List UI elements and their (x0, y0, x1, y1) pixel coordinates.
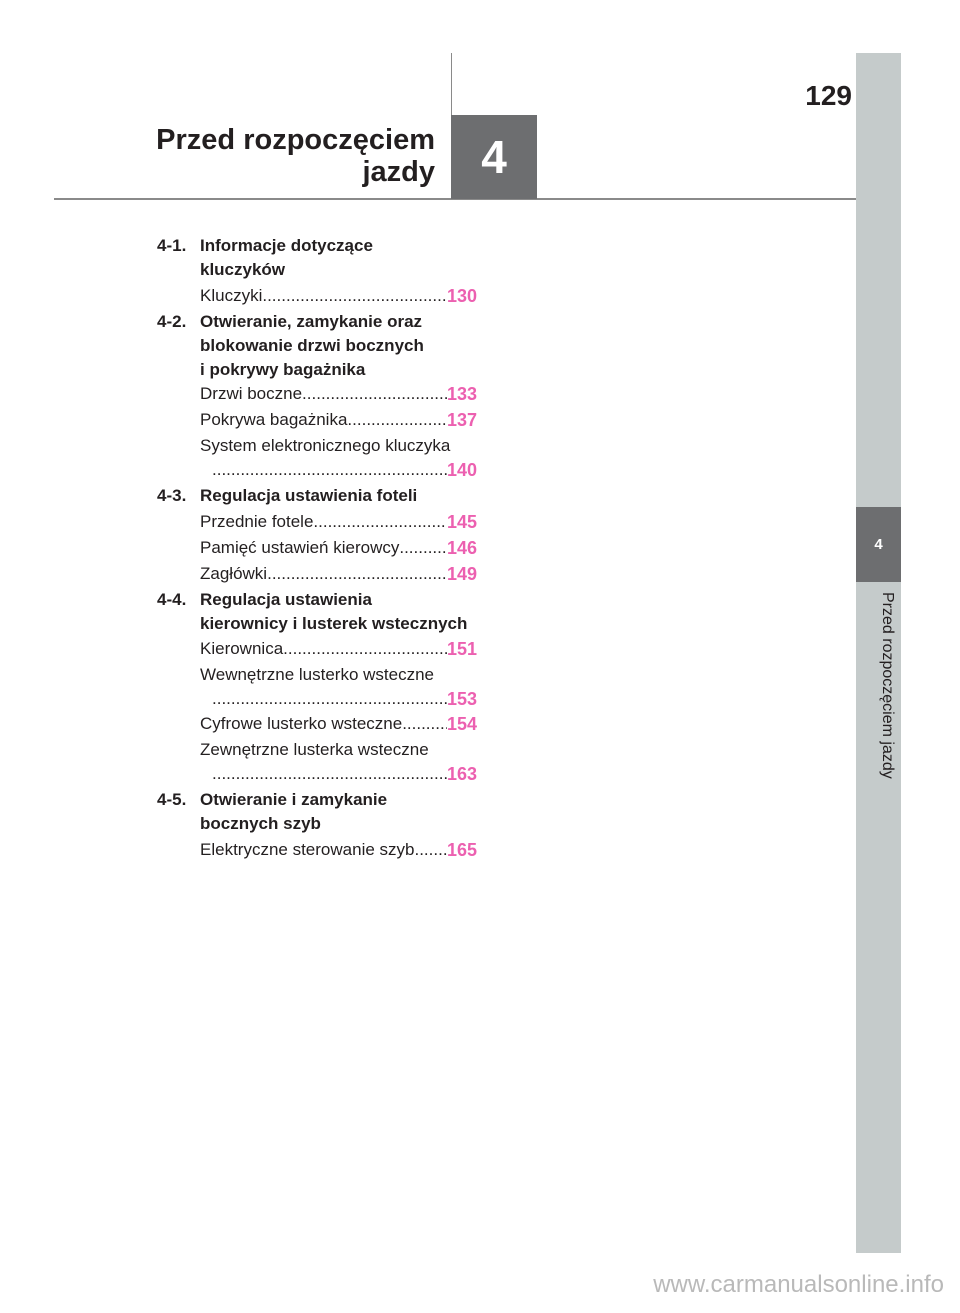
entry-page-link[interactable]: 146 (446, 538, 477, 558)
chapter-title-line2: jazdy (362, 156, 435, 188)
toc-entry[interactable] (200, 712, 477, 736)
section-title-line: Otwieranie i zamykanie (200, 790, 388, 809)
leader-dots (212, 762, 447, 786)
entry-page-link[interactable]: 153 (446, 689, 477, 709)
entry-label: Kluczyki (200, 286, 263, 305)
page-number: 129 (805, 80, 852, 111)
entry-label: Elektryczne sterowanie szyb (200, 840, 415, 859)
entry-label: Przednie fotele (200, 512, 314, 531)
toc-entry[interactable] (200, 284, 477, 308)
toc-entry[interactable] (200, 663, 477, 711)
entry-label: System elektronicznego kluczyka (200, 436, 451, 455)
chapter-number: 4 (481, 131, 507, 183)
entry-page-link[interactable]: 151 (446, 639, 477, 659)
toc-entry[interactable] (200, 434, 477, 482)
entry-page-link[interactable]: 133 (446, 384, 477, 404)
side-tab-number: 4 (874, 536, 883, 553)
section-title-line: Regulacja ustawienia foteli (200, 486, 418, 505)
leader-dots (212, 458, 447, 482)
entry-label: Cyfrowe lusterko wsteczne (200, 714, 403, 733)
section-number: 4-5. (157, 790, 187, 809)
section-title-line: blokowanie drzwi bocznych (200, 336, 424, 355)
entry-page-link[interactable]: 165 (446, 840, 477, 860)
entry-label: Pokrywa bagażnika (200, 410, 348, 429)
toc-entry[interactable] (200, 510, 477, 534)
section-title (200, 234, 490, 282)
toc-entry[interactable] (200, 738, 477, 786)
entry-page-link[interactable]: 130 (446, 286, 477, 306)
toc-entry[interactable] (200, 637, 477, 661)
section-number: 4-3. (157, 486, 187, 505)
entry-page-link[interactable]: 163 (446, 764, 477, 784)
leader-dots (302, 382, 447, 406)
side-chapter-label: Przed rozpoczęciem jazdy (879, 592, 896, 779)
entry-page-link[interactable]: 154 (446, 714, 477, 734)
section-title-line: kierownicy i lusterek wstecznych (200, 614, 468, 633)
leader-dots (347, 408, 447, 432)
entry-label: Pamięć ustawień kierowcy (200, 538, 400, 557)
toc-entry[interactable] (200, 838, 477, 862)
section-title (200, 788, 490, 836)
entry-label: Drzwi boczne (200, 384, 303, 403)
leader-dots (313, 510, 447, 534)
leader-dots (267, 562, 447, 586)
leader-dots (414, 838, 446, 862)
entry-label: Kierownica (200, 639, 284, 658)
entry-label: Zagłówki (200, 564, 268, 583)
section-title (200, 484, 490, 508)
entry-page-link[interactable]: 145 (446, 512, 477, 532)
entry-page-link[interactable]: 140 (446, 460, 477, 480)
entry-label: Zewnętrzne lusterka wsteczne (200, 740, 429, 759)
leader-dots (402, 712, 447, 736)
toc-entry[interactable] (200, 408, 477, 432)
header-vertical-rule (451, 53, 452, 115)
entry-label: Wewnętrzne lusterko wsteczne (200, 665, 435, 684)
section-title-line: Informacje dotyczące (200, 236, 373, 255)
section-title-line: bocznych szyb (200, 814, 321, 833)
section-title-line: kluczyków (200, 260, 286, 279)
section-number: 4-1. (157, 236, 187, 255)
toc-entry[interactable] (200, 382, 477, 406)
leader-dots (399, 536, 447, 560)
section-title-line: Regulacja ustawienia (200, 590, 372, 609)
leader-dots (262, 284, 447, 308)
section-number: 4-2. (157, 312, 187, 331)
entry-page-link[interactable]: 137 (446, 410, 477, 430)
chapter-number-box (451, 115, 537, 199)
chapter-title (156, 124, 435, 188)
section-title-line: i pokrywy bagażnika (200, 360, 366, 379)
toc-entry[interactable] (200, 562, 477, 586)
leader-dots (283, 637, 447, 661)
section-title (200, 310, 490, 382)
leader-dots (212, 687, 447, 711)
chapter-title-line1: Przed rozpoczęciem (156, 124, 435, 156)
section-number: 4-4. (157, 590, 187, 609)
section-title (200, 588, 490, 636)
side-index-tab[interactable] (856, 507, 901, 582)
entry-page-link[interactable]: 149 (446, 564, 477, 584)
section-title-line: Otwieranie, zamykanie oraz (200, 312, 423, 331)
toc-entry[interactable] (200, 536, 477, 560)
watermark: www.carmanualsonline.info (653, 1271, 944, 1298)
